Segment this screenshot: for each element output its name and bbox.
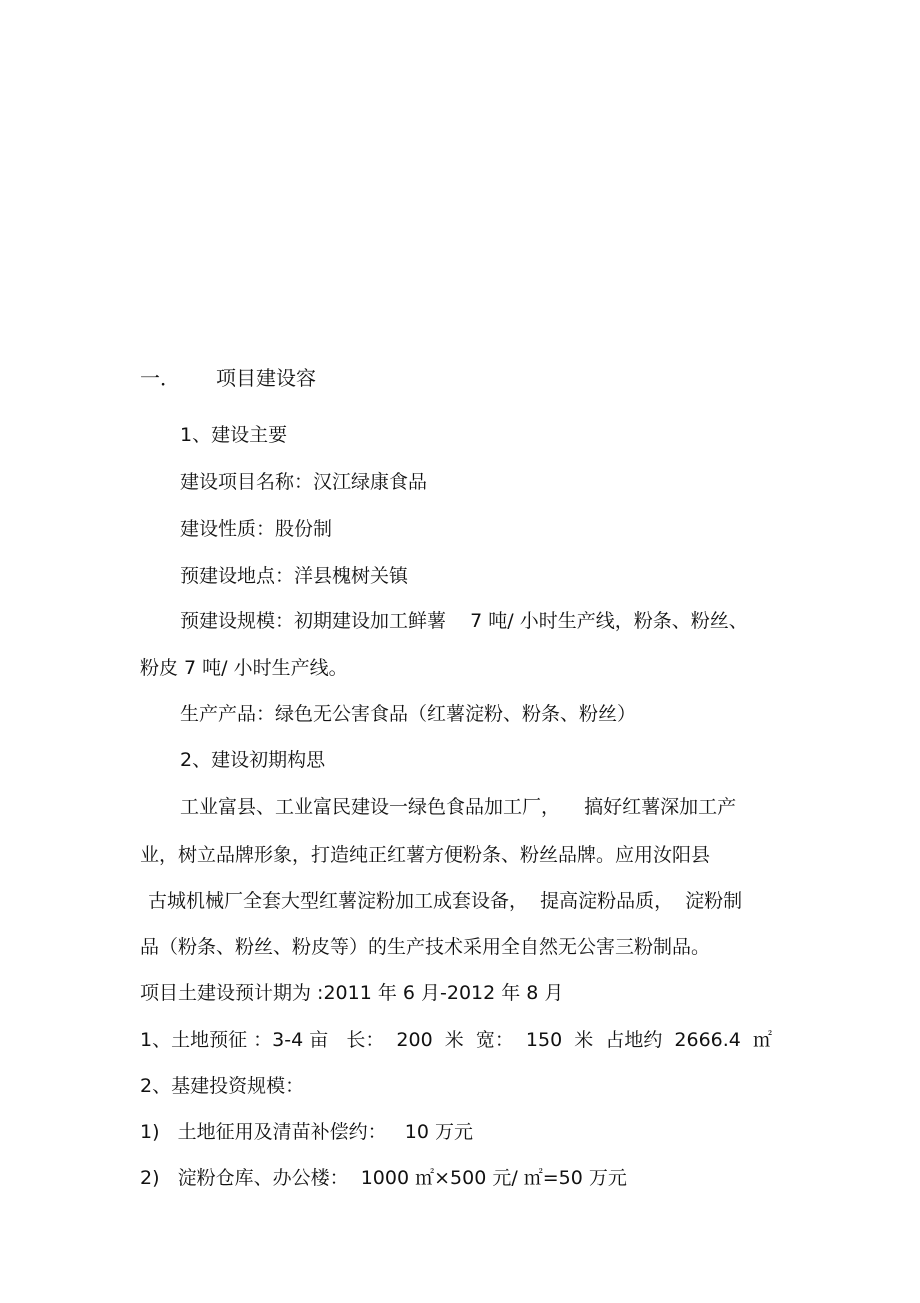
investment-item-2: 2) 淀粉仓库、办公楼： 1000 ㎡×500 元/ ㎡=50 万元 [140, 1167, 627, 1189]
paragraph-line: 业，树立品牌形象，打造纯正红薯方便粉条、粉丝品牌。应用汝阳县 [140, 844, 711, 866]
section-title: 项目建设容 [216, 366, 316, 390]
subheading-initial-concept: 2、建设初期构思 [180, 749, 326, 771]
investment-scale-heading: 2、基建投资规模： [140, 1075, 305, 1097]
paragraph-line: 品（粉条、粉丝、粉皮等）的生产技术采用全自然无公害三粉制品。 [140, 936, 711, 958]
project-name-line: 建设项目名称：汉江绿康食品 [180, 471, 428, 493]
subheading-construction-main: 1、建设主要 [180, 424, 288, 446]
construction-nature-line: 建设性质：股份制 [180, 518, 333, 540]
paragraph-line: 古城机械厂全套大型红薯淀粉加工成套设备， 提高淀粉品质， 淀粉制 [148, 890, 743, 912]
products-line: 生产产品：绿色无公害食品（红薯淀粉、粉条、粉丝） [180, 703, 637, 725]
paragraph-line: 工业富县、工业富民建设一绿色食品加工厂， 搞好红薯深加工产 [180, 796, 737, 818]
investment-item-1: 1) 土地征用及清苗补偿约： 10 万元 [140, 1121, 473, 1143]
construction-location-line: 预建设地点：洋县槐树关镇 [180, 565, 409, 587]
section-number: 一． [140, 366, 180, 390]
land-preemption-line: 1、土地预征 ：3-4 亩 长： 200 米 宽： 150 米 占地约 2666.4 ㎡ [140, 1029, 772, 1051]
construction-scale-line: 预建设规模：初期建设加工鲜薯 7 吨/ 小时生产线，粉条、粉丝、 [180, 610, 748, 632]
construction-scale-line-cont: 粉皮 7 吨/ 小时生产线。 [140, 657, 348, 679]
project-period-line: 项目土建设预计期为 :2011 年 6 月-2012 年 8 月 [140, 982, 564, 1004]
